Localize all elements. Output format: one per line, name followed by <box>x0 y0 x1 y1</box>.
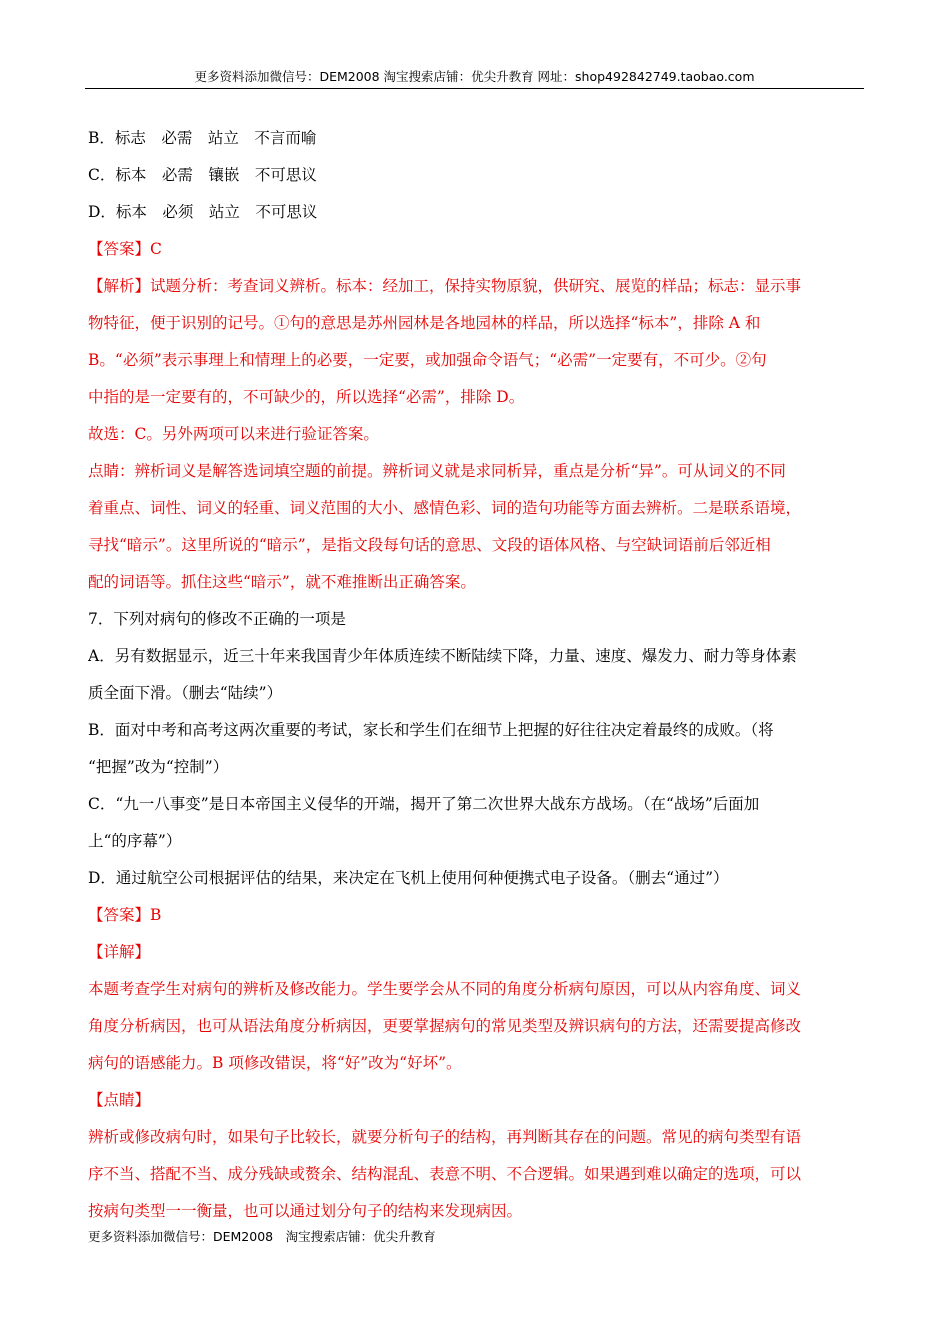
text-line: C．“九一八事变”是日本帝国主义侵华的开端，揭开了第二次世界大战东方战场。（在“战场”后面加 <box>88 795 760 813</box>
text-line: 着重点、词性、词义的轻重、词义范围的大小、感情色彩、词的造句功能等方面去辨析。二是联系语境， <box>88 499 802 517</box>
text-line: B。“必须”表示事理上和情理上的必要，一定要，或加强命令语气；“必需”一定要有，不可少。②句 <box>88 351 767 369</box>
text-line: B．标志 必需 站立 不言而喻 <box>88 129 317 147</box>
text-line: 上“的序幕”） <box>88 832 182 850</box>
text-line: 辨析或修改病句时，如果句子比较长，就要分析句子的结构，再判断其存在的问题。常见的病句类型有语 <box>88 1128 802 1146</box>
text-line: 【答案】B <box>88 906 162 924</box>
page-footer: 更多资料添加微信号：DEM2008 淘宝搜索店铺：优尖升教育 <box>88 1229 436 1244</box>
text-line: 【详解】 <box>88 943 151 961</box>
text-line: 故选：C。另外两项可以来进行验证答案。 <box>88 425 379 443</box>
text-line: 寻找“暗示”。这里所说的“暗示”，是指文段每句话的意思、文段的语体风格、与空缺词语前后邻近相 <box>88 536 771 554</box>
text-line: 序不当、搭配不当、成分残缺或赘余、结构混乱、表意不明、不合逻辑。如果遇到难以确定的选项，可以 <box>88 1165 802 1183</box>
text-line: C．标本 必需 镶嵌 不可思议 <box>88 166 317 184</box>
text-line: 中指的是一定要有的，不可缺少的，所以选择“必需”，排除 D。 <box>88 388 525 406</box>
text-line: 本题考查学生对病句的辨析及修改能力。学生要学会从不同的角度分析病句原因，可以从内容角度、词义 <box>88 980 802 998</box>
text-line: D．通过航空公司根据评估的结果，来决定在飞机上使用何种便携式电子设备。（删去“通过”） <box>88 869 729 887</box>
text-line: 点睛：辨析词义是解答选词填空题的前提。辨析词义就是求同析异，重点是分析“异”。可从词义的不同 <box>88 462 786 480</box>
page-header: 更多资料添加微信号：DEM2008 淘宝搜索店铺：优尖升教育 网址：shop492842749.taobao.com <box>85 66 864 89</box>
text-line: 【答案】C <box>88 240 162 258</box>
document-body <box>88 120 863 1230</box>
text-line: 7．下列对病句的修改不正确的一项是 <box>88 610 346 628</box>
text-line: 质全面下滑。（删去“陆续”） <box>88 684 283 702</box>
text-line: “把握”改为“控制”） <box>88 758 229 776</box>
text-line: 角度分析病因，也可从语法角度分析病因，更要掌握病句的常见类型及辨识病句的方法，还需要提高修改 <box>88 1017 802 1035</box>
text-line: 【解析】试题分析：考查词义辨析。标本：经加工，保持实物原貌，供研究、展览的样品；标志：显示事 <box>88 277 802 295</box>
text-line: A．另有数据显示，近三十年来我国青少年体质连续不断陆续下降，力量、速度、爆发力、耐力等身体素 <box>88 647 797 665</box>
text-line: B．面对中考和高考这两次重要的考试，家长和学生们在细节上把握的好往往决定着最终的成败。（将 <box>88 721 774 739</box>
text-line: 病句的语感能力。B 项修改错误，将“好”改为“好坏”。 <box>88 1054 462 1072</box>
text-line: 配的词语等。抓住这些“暗示”，就不难推断出正确答案。 <box>88 573 476 591</box>
text-line: 物特征，便于识别的记号。①句的意思是苏州园林是各地园林的样品，所以选择“标本”，排除 A 和 <box>88 314 761 332</box>
text-line: 按病句类型一一衡量，也可以通过划分句子的结构来发现病因。 <box>88 1202 523 1220</box>
text-line: 【点睛】 <box>88 1091 151 1109</box>
text-line: D．标本 必须 站立 不可思议 <box>88 203 318 221</box>
